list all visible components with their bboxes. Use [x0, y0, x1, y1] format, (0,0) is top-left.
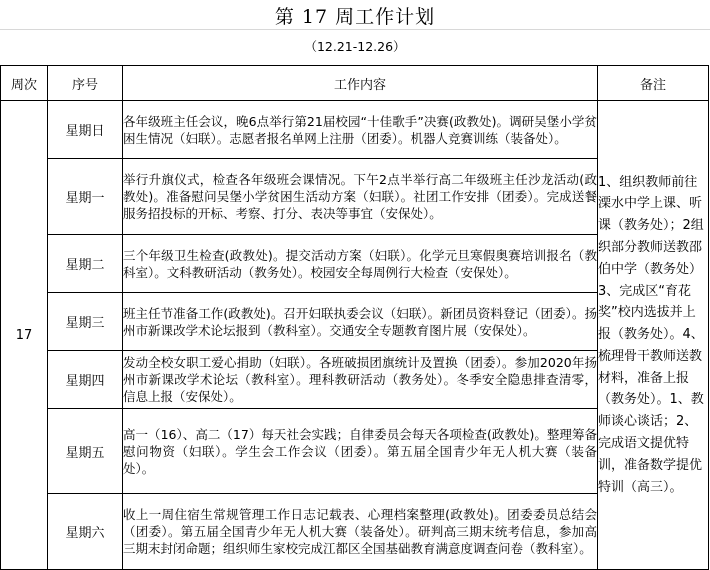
day-label: 星期三: [48, 293, 123, 351]
page-title: 第 17 周工作计划: [274, 6, 436, 28]
table-row: [1, 101, 709, 159]
day-label: 星期一: [48, 159, 123, 235]
weekly-plan-table: [0, 65, 709, 570]
column-header-notes: 备注: [598, 66, 709, 101]
week-number: 17: [1, 101, 48, 570]
title-divider: [0, 29, 710, 30]
work-content: 高一（16）、高二（17）每天社会实践；自律委员会每天各项检查(政教处)。整理筹备慰问物资（妇联）。学生会工作会议（团委）。第五届全国青少年无人机大赛（装备处）。: [123, 409, 598, 494]
day-label: 星期六: [48, 494, 123, 570]
day-label: 星期二: [48, 235, 123, 293]
work-content: 班主任节准备工作(政教处)。召开妇联执委会议（妇联）。新团员资料登记（团委）。扬州市新课改学术论坛报到（教科室）。交通安全专题教育图片展（安保处）。: [123, 293, 598, 351]
header-row: [1, 66, 709, 101]
day-label: 星期五: [48, 409, 123, 494]
notes-cell: 1、组织教师前往溧水中学上课、听课（教务处）；2组织部分教师送教邵伯中学（教务处）3、完成区“育花奖”校内选拔并上报（教务处）。4、梳理骨干教师送教材料，准备上报（教务处）。1、教师谈心谈话；2、完成语文提优特训，准备数学提优特训（高三）。: [598, 101, 709, 570]
day-label: 星期四: [48, 351, 123, 409]
work-content: 三个年级卫生检查(政教处)。提交活动方案（妇联）。化学元旦寒假奥赛培训报名（教科室）。文科教研活动（教务处）。校园安全每周例行大检查（安保处）。: [123, 235, 598, 293]
column-header-week: 周次: [1, 66, 48, 101]
work-content: 收上一周住宿生常规管理工作日志记载表、心理档案整理(政教处)。团委委员总结会（团委）。第五届全国青少年无人机大赛（装备处）。研判高三期末统考信息，参加高三期末封闭命题；组织师生家校完成江都区全国基础教育满意度调查问卷（教科室）。: [123, 494, 598, 570]
column-header-index: 序号: [48, 66, 123, 101]
day-label: 星期日: [48, 101, 123, 159]
work-content: 各年级班主任会议，晚6点举行第21届校园“十佳歌手”决赛(政教处)。调研吴堡小学贫困生情况（妇联）。志愿者报名单网上注册（团委）。机器人竞赛训练（装备处）。: [123, 101, 598, 159]
work-content: 举行升旗仪式，检查各年级班会课情况。下午2点半举行高二年级班主任沙龙活动(政教处)。准备慰问吴堡小学贫困生活动方案（妇联）。社团工作安排（团委）。完成送餐服务招投标的开标、考察、打分、表决等事宜（安保处）。: [123, 159, 598, 235]
column-header-content: 工作内容: [123, 66, 598, 101]
work-content: 发动全校女职工爱心捐助（妇联）。各班破损团旗统计及置换（团委）。参加2020年扬州市新课改学术论坛（教科室）。理科教研活动（教务处）。冬季安全隐患排查清零，信息上报（安保处）。: [123, 351, 598, 409]
date-range: （12.21-12.26）: [304, 39, 406, 54]
